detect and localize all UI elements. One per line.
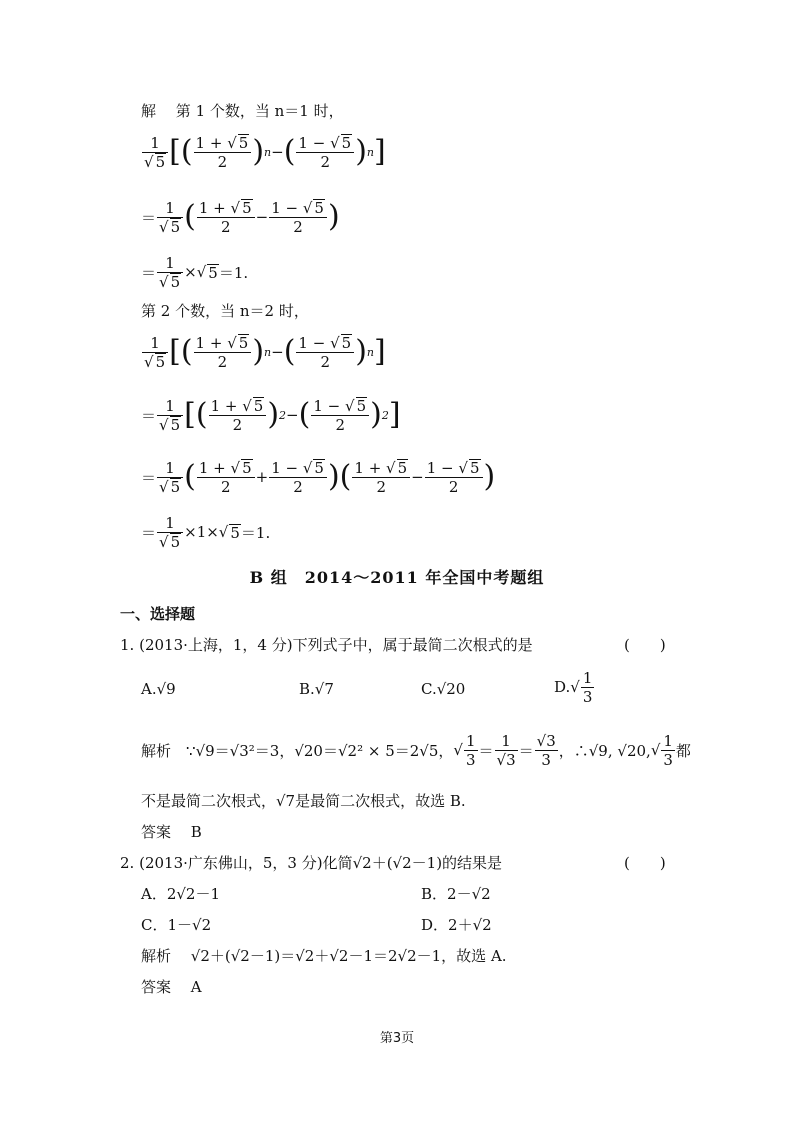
q1-answer-label: 答案 [141,823,172,841]
q1-option-d-label: D. [554,678,571,696]
q2-number: 2. [120,854,135,872]
q2-option-d: D．2＋√2 [421,916,492,934]
q1-option-c: C.√20 [421,680,466,698]
q2-analysis [141,945,507,966]
q2-option-a: A．2√2－1 [141,885,221,903]
q2-answer-label: 答案 [141,978,172,996]
q1-analysis-line2: 不是最简二次根式，√7是最简二次根式，故选 B. [141,792,466,810]
formula-general-2: $\frac{1}{√ 5}$ [ ( $\frac{1 + √ 5}{2}$ ) n − ( $\frac{1 - √ 5}{2}$ ) n ] [144,333,386,371]
q1-analysis-text2: ，∴√9, √20, [558,741,651,760]
q2-analysis-label: 解析 [141,947,172,965]
q1-option-a: A.√9 [141,680,176,698]
formula-n2-step2: ＝ $\frac{1}{√ 5}$ ( $\frac{1 + √ 5}{2}$ + $\frac{1 - √ 5}{2}$ ) ( $\frac{1 + √ 5}{2}$ − $\frac{1 - √ 5}{2}$ ) [141,458,496,496]
formula-n1-result: ＝ $\frac{1}{√ 5}$ ×√ 5 ＝1. [141,253,249,291]
formula-n2-result: ＝ $\frac{1}{√ 5}$ ×1×√ 5 ＝1. [141,513,271,551]
q1-stem: (2013·上海，1，4 分)下列式子中，属于最简二次根式的是 [139,636,533,654]
q1-option-d: D. √ $\frac{1}{3}$ [554,668,593,706]
q2-paren: ( ) [624,854,666,872]
q1-answer [141,821,202,842]
q1-paren: ( ) [624,636,666,654]
q1-analysis: 解析 ∵√9＝√3²＝3，√20＝√2² × 5＝2√5， √ $\frac{1}{3}$ ＝ $\frac{1}{√3}$ ＝ $\frac{√3}{3}$ ，∴√9, √20, √ $\frac{1}{3}$ 都 [141,731,691,769]
q1-number: 1. [120,636,135,654]
intro-text: 第 1 个数，当 n＝1 时， [175,102,344,120]
q2-stem: (2013·广东佛山，5，3 分)化简√2＋(√2－1)的结果是 [139,854,503,872]
formula-n2-step1: ＝ $\frac{1}{√ 5}$ [ ( $\frac{1 + √ 5}{2}$ ) 2 − ( $\frac{1 - √ 5}{2}$ ) 2 ] [141,396,401,434]
page-number: 第3页 [379,1031,415,1046]
q1-answer-value: B [190,823,202,841]
q2-stem-line [120,852,502,873]
q1-analysis-text1: ∵√9＝√3²＝3，√20＝√2² × 5＝2√5， [186,741,454,760]
formula-general-1: $\frac{1}{√ 5}$ [ ( $\frac{1 + √ 5}{2}$ ) n − ( $\frac{1 - √ 5}{2}$ ) n ] [144,133,386,171]
second-line [141,300,309,321]
second-text: 第 2 个数，当 n＝2 时， [141,302,309,320]
q2-answer-value: A [190,978,202,996]
section-title: B 组 2014～2011 年全国中考题组 [249,568,545,587]
q1-stem-line [120,634,533,655]
solution-label: 解 [141,102,157,120]
q1-option-b: B.√7 [299,680,334,698]
q1-analysis-label: 解析 [141,741,172,760]
q2-option-b: B．2－√2 [421,885,491,903]
intro-line [141,100,344,121]
q2-answer [141,976,202,997]
section-label: 一、选择题 [120,605,196,623]
result-one: ＝1. [218,263,249,282]
q2-analysis-text: √2＋(√2－1)＝√2＋√2－1＝2√2－1，故选 A. [190,947,507,965]
formula-n1-step1: ＝ $\frac{1}{√ 5}$ ( $\frac{1 + √ 5}{2}$ − $\frac{1 - √ 5}{2}$ ) [141,198,340,236]
q1-analysis-tail: 都 [675,741,691,760]
q2-option-c: C．1－√2 [141,916,212,934]
